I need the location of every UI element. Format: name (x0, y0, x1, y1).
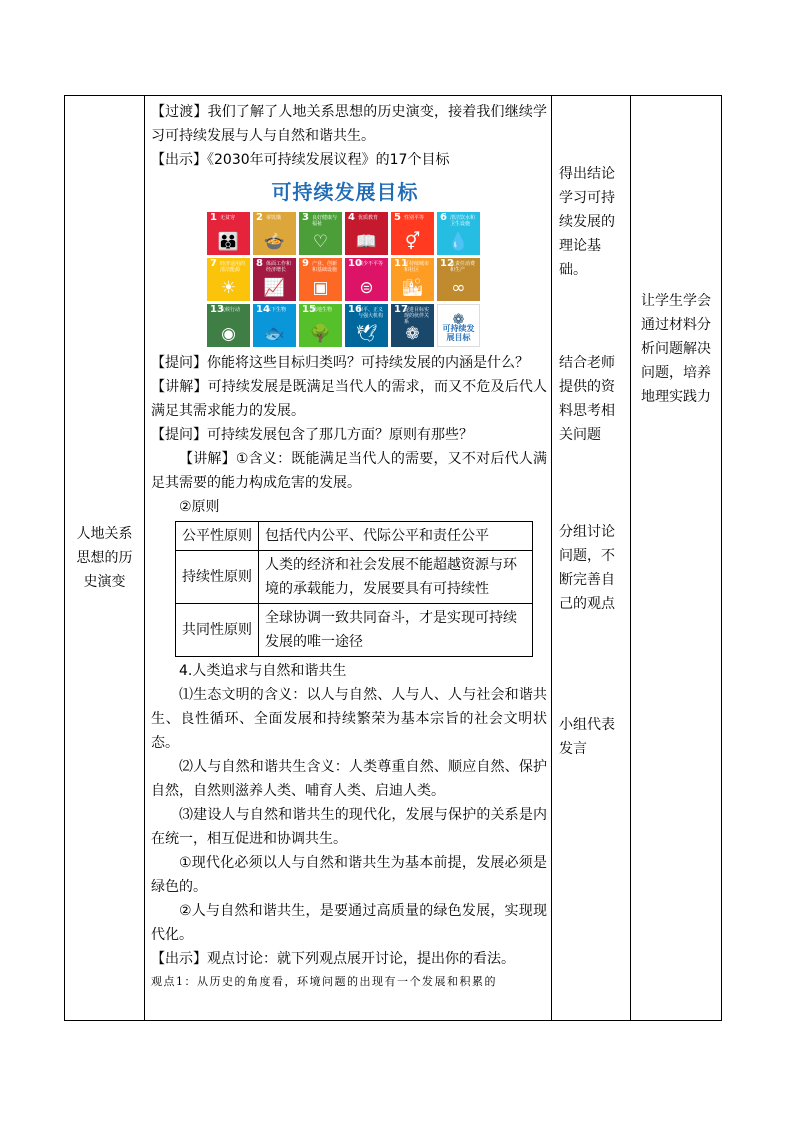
sdg-logo-icon: ❁ (452, 312, 465, 328)
sdg-number: 17 (394, 304, 408, 315)
principles-table (175, 521, 533, 657)
sdg-label: 负责任消费和生产 (450, 261, 476, 273)
explain-paragraph (151, 447, 547, 495)
column-divider (551, 96, 552, 1020)
student-activity-text: 小组代表发言 (559, 717, 615, 757)
sdg-label: 可持续发展目标 (442, 324, 475, 342)
sdg-tile (391, 258, 434, 301)
sdg-tile (437, 304, 480, 347)
sdg-number: 14 (256, 304, 270, 315)
section-heading: 4.人类追求与自然和谐共生 (179, 663, 347, 679)
sdg-tile (437, 258, 480, 301)
paragraph: ⑶建设人与自然和谐共生的现代化，发展与保护的关系是内在统一，相互促进和协调共生。 (151, 807, 547, 847)
bracket-label: 【出示】 (151, 152, 207, 168)
topic-text: 人地关系思想的历史演变 (76, 526, 133, 590)
city-icon: 🏙 (401, 278, 424, 298)
sun-icon: ☀ (220, 278, 237, 298)
sdg-label: 水下生物 (266, 307, 287, 313)
lesson-table (64, 95, 722, 1021)
gender-icon: ⚥ (404, 232, 421, 252)
principle-desc: 全球协调一致共同奋斗，才是实现可持续发展的唯一途径 (259, 604, 533, 657)
sdg-label: 经济适用的清洁能源 (220, 261, 246, 273)
paragraph-text: 可持续发展包含了那几方面？原则有那些？ (207, 427, 473, 443)
sdg-label: 零饥饿 (266, 215, 282, 221)
sdg-number: 2 (256, 212, 263, 223)
student-activity-text: 分组讨论问题，不断完善自己的观点 (559, 524, 615, 612)
sdg-label: 良好健康与福祉 (312, 215, 338, 227)
eye-globe-icon: ◉ (221, 324, 236, 344)
column-divider (144, 96, 145, 1020)
teacher-activity-cell (151, 100, 547, 993)
sdg-tile (345, 304, 388, 347)
design-intent-text: 让学生学会通过材料分析问题解决问题，培养地理实践力 (641, 293, 711, 405)
question-paragraph (151, 351, 547, 375)
sdg-number: 9 (302, 258, 309, 269)
paragraph: ①现代化必须以人与自然和谐共生为基本前提，发展必须是绿色的。 (151, 855, 547, 895)
sdg-label: 产业、创新和基础设施 (312, 261, 338, 273)
paragraph-text: ①含义：既能满足当代人的需要，又不对后代人满足其需要的能力构成危害的发展。 (151, 451, 547, 491)
sdg-number: 10 (348, 258, 362, 269)
paragraph-text: 观点讨论：就下列观点展开讨论，提出你的看法。 (207, 951, 515, 967)
sdg-number: 6 (440, 212, 447, 223)
column-divider (630, 96, 631, 1020)
sdg-number: 7 (210, 258, 217, 269)
sdg-tile (299, 258, 342, 301)
sdg-label: 无贫穷 (220, 215, 236, 221)
sdg-number: 1 (210, 212, 217, 223)
sdg-label: 促进目标实现的伙伴关系 (404, 307, 430, 325)
sdg-tile (391, 212, 434, 255)
fish-icon: 🐟 (263, 324, 286, 344)
sdg-label: 可持续城市和社区 (404, 261, 430, 273)
question-paragraph (151, 423, 547, 447)
sdg-tile (391, 304, 434, 347)
bracket-label: 【出示】 (151, 951, 207, 967)
viewpoint-paragraph: 观点1：从历史的角度看，环境问题的出现有一个发展和积累的 (151, 975, 497, 988)
sdg-label: 气候行动 (220, 307, 241, 313)
bracket-label: 【提问】 (151, 355, 207, 371)
sdg-number: 8 (256, 258, 263, 269)
table-row (176, 604, 533, 657)
paragraph: ⑴生态文明的含义：以人与自然、人与人、人与社会和谐共生、良性循环、全面发展和持续繁荣为基本宗旨的社会文明状态。 (151, 687, 547, 751)
sdg-number: 16 (348, 304, 362, 315)
sdg-number: 11 (394, 258, 408, 269)
principle-desc: 包括代内公平、代际公平和责任公平 (259, 522, 533, 551)
transition-paragraph (151, 100, 547, 148)
sdg-label: 优质教育 (358, 215, 379, 221)
dove-icon: 🕊 (355, 324, 378, 344)
sdg-number: 12 (440, 258, 454, 269)
growth-chart-icon: 📈 (263, 278, 286, 298)
sdg-tile (207, 212, 250, 255)
sdg-label: 减少不平等 (358, 261, 384, 267)
sdg-tile (299, 304, 342, 347)
student-activity-text: 得出结论学习可持续发展的理论基础。 (559, 166, 615, 278)
sdg-number: 3 (302, 212, 309, 223)
sdg-label: 体面工作和经济增长 (266, 261, 292, 273)
principles-heading: ②原则 (179, 499, 220, 515)
bowl-icon: 🍲 (263, 232, 286, 252)
principle-name: 公平性原则 (176, 522, 259, 551)
principle-name: 共同性原则 (176, 604, 259, 657)
sdg-tile (253, 304, 296, 347)
sdg-tile (437, 212, 480, 255)
book-icon: 📖 (355, 232, 378, 252)
sdg-grid (207, 212, 495, 347)
sdg-label: 性别平等 (404, 215, 425, 221)
sdg-tile (299, 212, 342, 255)
sdg-tile (253, 212, 296, 255)
student-activity-text: 结合老师提供的资料思考相关问题 (559, 355, 615, 443)
paragraph-text: 你能将这些目标归类吗？可持续发展的内涵是什么？ (207, 355, 529, 371)
table-row (176, 551, 533, 604)
family-icon: 👪 (217, 232, 240, 252)
paragraph-text: 可持续发展是既满足当代人的需求，而又不危及后代人满足其需求能力的发展。 (151, 379, 547, 419)
infinity-icon: ∞ (451, 278, 466, 298)
sdg-tile (253, 258, 296, 301)
sdg-label: 清洁饮水和卫生设施 (450, 215, 476, 227)
equal-icon: ⊜ (359, 278, 374, 298)
sdg-number: 5 (394, 212, 401, 223)
topic-cell (65, 96, 144, 1020)
bracket-label: 【提问】 (151, 427, 207, 443)
paragraph: ⑵人与自然和谐共生含义：人类尊重自然、顺应自然、保护自然，自然则滋养人类、哺育人类、启迪人类。 (151, 759, 547, 799)
heartbeat-icon: ♡ (312, 232, 329, 252)
sdg-tile (207, 258, 250, 301)
bracket-label: 【讲解】 (179, 451, 236, 467)
principle-desc: 人类的经济和社会发展不能超越资源与环境的承载能力，发展要具有可持续性 (259, 551, 533, 604)
paragraph-text: 《2030年可持续发展议程》的17个目标 (207, 152, 450, 168)
sdg-figure (195, 178, 495, 347)
cubes-icon: ▣ (312, 278, 329, 298)
explain-paragraph (151, 375, 547, 423)
bracket-label: 【讲解】 (151, 379, 208, 395)
sdg-label: 和平、正义与强大机构 (358, 307, 384, 319)
principle-name: 持续性原则 (176, 551, 259, 604)
sdg-tile (345, 212, 388, 255)
sdg-title: 可持续发展目标 (271, 180, 419, 204)
sdg-tile (207, 304, 250, 347)
table-row (176, 522, 533, 551)
sdg-label: 陆地生物 (312, 307, 333, 313)
rings-icon: ❁ (405, 324, 420, 344)
water-drop-icon: 💧 (447, 232, 470, 252)
show-paragraph (151, 148, 547, 172)
sdg-number: 13 (210, 304, 224, 315)
paragraph-text: 我们了解了人地关系思想的历史演变，接着我们继续学习可持续发展与人与自然和谐共生。 (151, 104, 547, 144)
paragraph: ②人与自然和谐共生，是要通过高质量的绿色发展，实现现代化。 (151, 903, 547, 943)
tree-icon: 🌳 (309, 324, 332, 344)
sdg-tile (345, 258, 388, 301)
bracket-label: 【过渡】 (151, 104, 208, 120)
sdg-number: 15 (302, 304, 316, 315)
show-paragraph (151, 947, 547, 971)
sdg-number: 4 (348, 212, 355, 223)
